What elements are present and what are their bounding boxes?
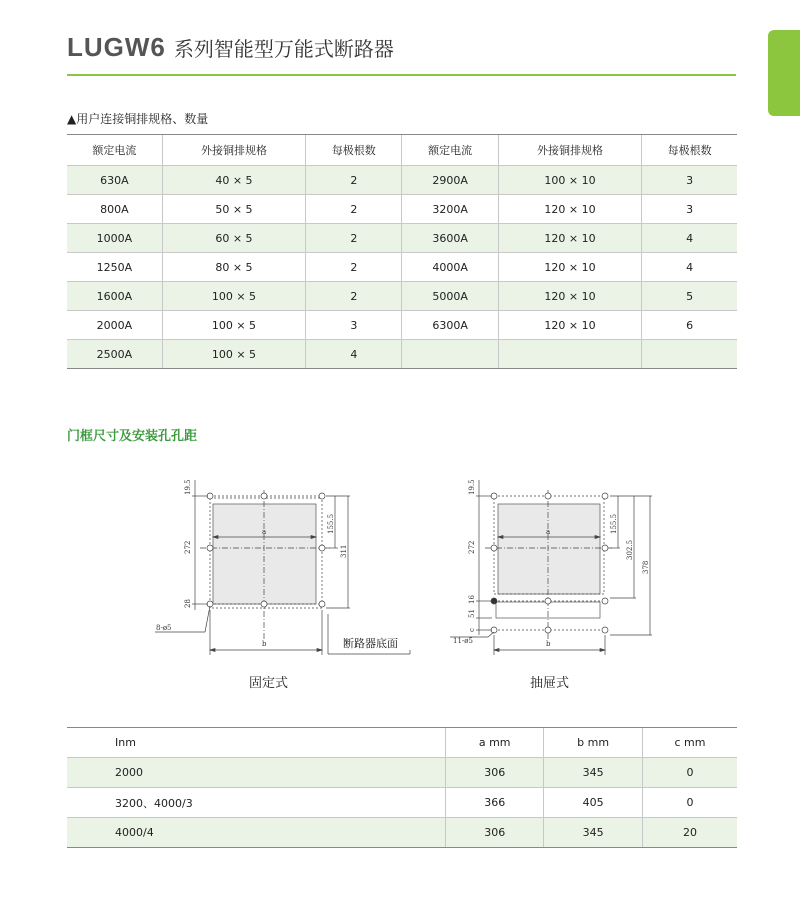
- dimension-table: [67, 727, 737, 848]
- table-cell: 345: [544, 818, 643, 848]
- table-cell: 100 × 10: [498, 166, 641, 195]
- table-cell: 5: [642, 282, 737, 311]
- table-cell: 345: [544, 758, 643, 788]
- table-cell: [498, 340, 641, 369]
- drawer-dim-16: 16: [468, 595, 476, 604]
- table-cell: 366: [446, 788, 544, 818]
- column-header: b mm: [544, 728, 643, 758]
- fixed-dim-155-5: 155.5: [327, 513, 335, 534]
- table-cell: 3: [642, 166, 737, 195]
- table-row: [67, 788, 737, 818]
- table-cell: 2: [306, 253, 402, 282]
- table-cell: 6: [642, 311, 737, 340]
- table-cell: 4: [642, 224, 737, 253]
- table-cell: 120 × 10: [498, 253, 641, 282]
- table-cell: 1600A: [67, 282, 162, 311]
- table-cell: 100 × 5: [162, 340, 305, 369]
- table-cell: 80 × 5: [162, 253, 305, 282]
- table-cell: 120 × 10: [498, 195, 641, 224]
- column-header: Inm: [67, 728, 446, 758]
- table-cell: [642, 340, 737, 369]
- column-header: 额定电流: [402, 135, 498, 166]
- side-tab-marker: [768, 30, 800, 116]
- table-cell: 2000A: [67, 311, 162, 340]
- table-row: [67, 253, 737, 282]
- drawer-dim-b: b: [546, 640, 551, 648]
- table-header-row: [67, 135, 737, 166]
- table-cell: 630A: [67, 166, 162, 195]
- table-cell: [402, 340, 498, 369]
- column-header: 外接铜排规格: [162, 135, 305, 166]
- column-header: 外接铜排规格: [498, 135, 641, 166]
- table-cell: 4: [306, 340, 402, 369]
- table-cell: 120 × 10: [498, 224, 641, 253]
- table-cell: 1000A: [67, 224, 162, 253]
- fixed-dim-19-5: 19.5: [184, 479, 192, 495]
- column-header: 每极根数: [306, 135, 402, 166]
- drawer-dim-302-5: 302.5: [626, 539, 634, 560]
- fixed-dim-272: 272: [184, 540, 192, 554]
- column-header: c mm: [643, 728, 738, 758]
- table-row: [67, 818, 737, 848]
- table-cell: 405: [544, 788, 643, 818]
- table-cell: 1250A: [67, 253, 162, 282]
- table-cell: 800A: [67, 195, 162, 224]
- page-subtitle: 系列智能型万能式断路器: [173, 37, 394, 61]
- table-header-row: [67, 728, 737, 758]
- fixed-dim-b: b: [262, 640, 267, 648]
- drawer-dim-19-5: 19.5: [468, 479, 476, 495]
- table-cell: 0: [643, 758, 738, 788]
- drawer-type-drawing: [450, 480, 652, 655]
- page-header: [67, 32, 394, 63]
- table-cell: 306: [446, 818, 544, 848]
- drawer-dim-a: a: [546, 528, 551, 536]
- table-row: [67, 340, 737, 369]
- drawer-type-caption: 抽屉式: [530, 676, 570, 691]
- busbar-spec-table: [67, 134, 737, 369]
- table-row: [67, 311, 737, 340]
- drawer-dim-155-5: 155.5: [610, 513, 618, 534]
- drawer-dim-272: 272: [468, 540, 476, 554]
- brand-title: LUGW6: [67, 32, 166, 62]
- table-cell: 2: [306, 166, 402, 195]
- fixed-dim-28: 28: [184, 599, 192, 608]
- fixed-dim-a: a: [262, 528, 267, 536]
- table-cell: 3: [642, 195, 737, 224]
- table-cell: 40 × 5: [162, 166, 305, 195]
- fixed-holes-label: 8-ø5: [156, 624, 172, 632]
- table-cell: 2900A: [402, 166, 498, 195]
- table-cell: 4: [642, 253, 737, 282]
- drawer-holes-label: 11-ø5: [453, 637, 473, 645]
- table-cell: 3600A: [402, 224, 498, 253]
- table-row: [67, 195, 737, 224]
- fixed-type-caption: 固定式: [249, 676, 289, 691]
- door-frame-diagram: [150, 470, 670, 660]
- door-frame-heading: 门框尺寸及安装孔孔距: [67, 429, 198, 444]
- table-cell: 306: [446, 758, 544, 788]
- table-cell: 6300A: [402, 311, 498, 340]
- table-cell: 3200A: [402, 195, 498, 224]
- table-row: [67, 758, 737, 788]
- table-cell: 5000A: [402, 282, 498, 311]
- busbar-section-label: ▲用户连接铜排规格、数量: [67, 112, 209, 126]
- table-cell: 20: [643, 818, 738, 848]
- drawer-dim-378: 378: [642, 560, 650, 574]
- table-row: [67, 282, 737, 311]
- fixed-type-drawing: [155, 480, 350, 655]
- table-cell: 2: [306, 224, 402, 253]
- table-cell: 100 × 5: [162, 282, 305, 311]
- table-row: [67, 224, 737, 253]
- table-cell: 120 × 10: [498, 311, 641, 340]
- column-header: a mm: [446, 728, 544, 758]
- column-header: 额定电流: [67, 135, 162, 166]
- table-cell: 3: [306, 311, 402, 340]
- table-cell: 2: [306, 282, 402, 311]
- table-cell: 2: [306, 195, 402, 224]
- table-cell: 4000A: [402, 253, 498, 282]
- table-cell: 60 × 5: [162, 224, 305, 253]
- table-cell: 100 × 5: [162, 311, 305, 340]
- column-header: 每极根数: [642, 135, 737, 166]
- table-cell: 2000: [67, 758, 446, 788]
- bottom-face-label: 断路器底面: [343, 637, 398, 650]
- table-cell: 0: [643, 788, 738, 818]
- table-cell: 120 × 10: [498, 282, 641, 311]
- table-cell: 4000/4: [67, 818, 446, 848]
- table-cell: 50 × 5: [162, 195, 305, 224]
- table-cell: 3200、4000/3: [67, 788, 446, 818]
- table-row: [67, 166, 737, 195]
- header-divider: [67, 74, 736, 76]
- table-cell: 2500A: [67, 340, 162, 369]
- drawer-dim-51: 51: [468, 609, 476, 618]
- drawer-dim-c: c: [468, 628, 476, 632]
- fixed-dim-311: 311: [340, 544, 348, 558]
